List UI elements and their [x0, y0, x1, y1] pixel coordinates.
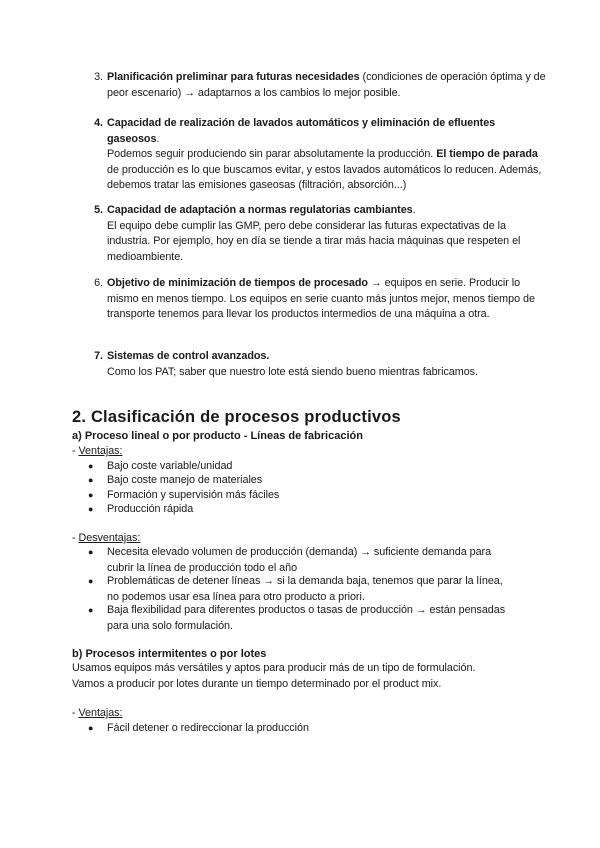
item-text: → equipos en serie. Producir lo mismo en menos tiempo. Los equipos en serie cuanto más juntos mejor, menos tiempo de transporte tenemos para llevar los productos intermedios de una máquina a otra. [107, 277, 535, 320]
list-number: 4. [94, 117, 103, 129]
item-title: Capacidad de realización de lavados automáticos y eliminación de efluentes gaseosos [107, 117, 496, 145]
dash: - [72, 532, 79, 544]
pros-label: Ventajas: [78, 707, 123, 719]
list-item [88, 545, 517, 576]
item-title: Objetivo de minimización de tiempos de procesado [107, 277, 368, 289]
list-item-5 [94, 203, 547, 265]
bullet-text: Baja flexibilidad para diferentes productos o tasas de producción → están pensadas para una solo formulación. [107, 604, 506, 632]
list-item [88, 473, 517, 489]
item-text: Como los PAT; saber que nuestro lote está siendo bueno mientras fabricamos. [107, 365, 478, 378]
dash: - [72, 707, 79, 719]
bullet-text: Bajo coste variable/unidad [107, 460, 233, 472]
list-number: 6. [94, 277, 103, 289]
pros-label-a [72, 444, 552, 460]
list-number: 3. [94, 71, 103, 83]
dash: - [72, 445, 79, 457]
list-item [88, 603, 517, 634]
list-item-6 [94, 276, 547, 323]
list-item [88, 574, 517, 605]
bullet-icon: ● [88, 576, 94, 586]
bullet-text: Producción rápida [107, 503, 194, 515]
item-text: de producción es lo que buscamos evitar, y estos lavados automáticos lo reducen. Además, debemos tratar las emisiones gaseosas (filtración, absorción...) [107, 163, 542, 191]
item-text: El equipo debe cumplir las GMP, pero debe considerar las futuras expectativas de la industria. Por ejemplo, hoy en día se tiende a tirar más hacia máquinas que respeten el medioambiente. [107, 219, 521, 263]
item-title: Planificación preliminar para futuras necesidades [107, 71, 360, 83]
item-title: Capacidad de adaptación a normas regulatorias cambiantes [107, 204, 413, 216]
bullet-icon: ● [88, 504, 94, 514]
item-title-end: . [412, 204, 416, 216]
item-title: Sistemas de control avanzados. [107, 350, 270, 362]
pros-label-b [72, 706, 552, 722]
bullet-icon: ● [88, 605, 94, 615]
list-item [88, 721, 517, 737]
list-number: 7. [94, 350, 103, 362]
subsection-intro-b: Usamos equipos más versátiles y aptos para producir más de un tipo de formulación. Vamos a producir por lotes durante un tiempo determinado por el product mix. [72, 662, 476, 690]
bullet-text: Problemáticas de detener líneas → si la demanda baja, tenemos que parar la línea, no podemos usar esa línea para otro producto a priori. [107, 575, 503, 603]
cons-label: Desventajas: [78, 532, 141, 544]
item-text-bold: El tiempo de parada [436, 148, 538, 160]
bullet-icon: ● [88, 475, 94, 485]
bullet-icon: ● [88, 461, 94, 471]
subsection-title-a: a) Proceso lineal o por producto - Líneas de fabricación [72, 430, 363, 442]
bullet-icon: ● [88, 723, 94, 733]
list-item-7 [94, 349, 547, 380]
list-item-3 [94, 70, 547, 101]
section-heading: 2. Clasificación de procesos productivos [72, 408, 401, 426]
bullet-text: Bajo coste manejo de materiales [107, 474, 263, 486]
list-item [88, 502, 517, 518]
list-number: 5. [94, 204, 103, 216]
bullet-icon: ● [88, 490, 94, 500]
bullet-text: Formación y supervisión más fáciles [107, 489, 280, 501]
subsection-title-b: b) Procesos intermitentes o por lotes [72, 648, 267, 660]
item-title-end: . [156, 132, 160, 145]
item-text: Podemos seguir produciendo sin parar absolutamente la producción. [107, 148, 437, 160]
bullet-text: Fácil detener o redireccionar la producción [107, 722, 309, 734]
bullet-text: Necesita elevado volumen de producción (demanda) → suficiente demanda para cubrir la línea de producción todo el año [107, 546, 492, 574]
item-text: (condiciones de operación óptima y de peor escenario) → adaptarnos a los cambios lo mejor posible. [107, 71, 546, 99]
bullet-icon: ● [88, 547, 94, 557]
list-item-4 [94, 116, 547, 194]
pros-label: Ventajas: [78, 445, 123, 457]
